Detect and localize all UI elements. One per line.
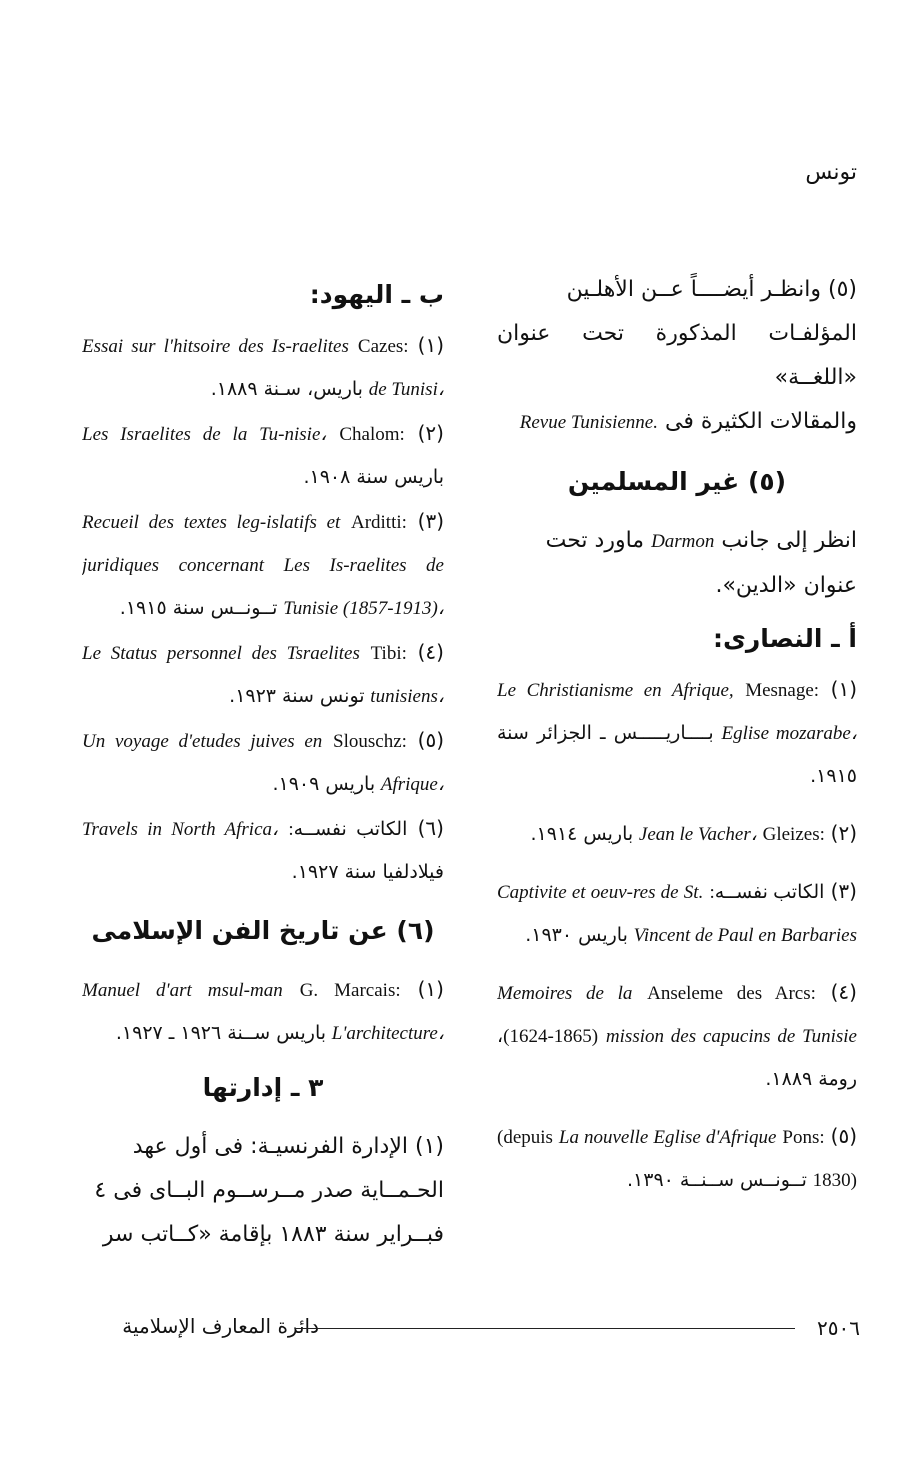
admin-line-1: (١) الإدارة الفرنسيـة: فى أول عهد [132, 1134, 444, 1159]
entry-title: Un voyage d'etudes juives en Afrique، [82, 731, 444, 795]
bibliography-entry [82, 807, 444, 894]
entry-number: (٥) [417, 728, 444, 752]
see-line-1 [497, 519, 857, 564]
entry-author: Arditti: [350, 512, 407, 533]
bibliography-entry [82, 719, 444, 806]
entry-number: (٤) [830, 980, 857, 1004]
entry-publication: تــونــس ســنــة ١٣٩٠. [626, 1169, 807, 1191]
entry-publication: باريس، سـنة ١٨٨٩. [210, 378, 363, 400]
entry-publication: باريس ١٩١٤. [530, 823, 634, 845]
entry-author: Cazes: [357, 336, 409, 357]
entry-number: (١) [417, 977, 444, 1001]
entry-number: (٢) [830, 821, 857, 845]
admin-line-3: فبــراير سنة ١٨٨٣ بإقامة «كــاتب سر [102, 1222, 444, 1247]
entry-number: (٣) [417, 509, 444, 533]
entry-number: (٣) [830, 879, 857, 903]
entry-number: (٢) [417, 421, 444, 445]
entry-publication: تونس سنة ١٩٢٣. [229, 685, 365, 707]
bibliography-entry [497, 971, 857, 1101]
entry-title: La nouvelle Eglise d'Afrique [558, 1127, 777, 1148]
entry-author: الكاتب نفســه: [288, 819, 408, 840]
entry-title: Travels in North Africa، [82, 819, 279, 840]
section-heading-art: (٦) عن تاريخ الفن الإسلامى [91, 916, 435, 945]
entry-publication: تــونــس سنة ١٩١٥. [119, 597, 278, 619]
intro-last-lat: Revue Tunisienne. [519, 412, 658, 433]
page-number: ٢٥٠٦ [817, 1316, 860, 1340]
entry-extra: (depuis 1830) [497, 1127, 857, 1191]
see-lat: Darmon [651, 531, 715, 552]
entry-title: Le Status personnel des Tsraelites tunisiens، [82, 643, 444, 707]
entry-title: Captivite et oeuv-res de St. Vincent de Paul en Barbaries [497, 882, 857, 946]
footer-title: دائرة المعارف الإسلامية [122, 1314, 319, 1338]
bibliography-entry [82, 500, 444, 630]
entry-title: Recueil des textes leg-islatifs et juridiques concernant Les Is-raelites de Tunisie (1857-1913)، [82, 512, 444, 619]
footer-rule [295, 1328, 795, 1329]
entry-publication: باريس ١٩٣٠. [525, 924, 628, 946]
bibliography-entry [82, 412, 444, 499]
bibliography-entry [82, 631, 444, 718]
entry-author: الكاتب نفســه: [709, 882, 825, 903]
section-heading-administration: ٣ ـ إدارتها [202, 1073, 324, 1102]
entry-title: Jean le Vacher، [638, 824, 757, 845]
entry-number: (١) [830, 677, 857, 701]
entry-extra: (1624-1865)، [497, 1026, 599, 1047]
jewish-bibliography [82, 324, 444, 894]
entry-author: Tibi: [370, 643, 407, 664]
entry-publication: باريس ١٩٠٩. [272, 773, 376, 795]
entry-publication: باريس ســنة ١٩٢٦ ـ ١٩٢٧. [115, 1022, 327, 1044]
entry-author: Slouschz: [333, 731, 407, 752]
art-bibliography [82, 968, 444, 1055]
see-line-2: عنوان «الدين». [715, 573, 857, 598]
intro-line-3 [497, 400, 857, 445]
bibliography-entry [82, 324, 444, 411]
entry-title: Memoires de la mission des capucins de Tunisie [497, 983, 857, 1047]
bibliography-entry [82, 968, 444, 1055]
entry-title: Les Israelites de la Tu-nisie، [82, 424, 327, 445]
bibliography-entry [497, 812, 857, 856]
bibliography-entry [497, 870, 857, 957]
entry-publication: رومة ١٨٨٩. [765, 1068, 857, 1090]
right-column [497, 268, 857, 1296]
entry-title: Essai sur l'hitsoire des Is-raelites de Tunisi، [82, 336, 444, 400]
left-column [82, 268, 444, 1296]
entry-author: Pons: [782, 1127, 825, 1148]
entry-publication: باريس سنة ١٩٠٨. [303, 466, 444, 488]
entry-number: (٥) [830, 1124, 857, 1148]
entry-author: G. Marcais: [299, 980, 401, 1001]
entry-title: Le Christianisme en Afrique, Eglise mozarabe، [497, 680, 857, 744]
entry-title: Manuel d'art msul-man L'architecture، [82, 980, 444, 1044]
running-head: تونس [805, 160, 857, 185]
entry-author: Gleizes: [762, 824, 825, 845]
entry-author: Chalom: [339, 424, 405, 445]
entry-number: (٦) [417, 816, 444, 840]
entry-number: (٤) [417, 640, 444, 664]
subheading-christians: أ ـ النصارى: [712, 624, 857, 653]
bibliography-entry [497, 1115, 857, 1202]
entry-publication: بــــاريـــــس ـ الجزائر سنة ١٩١٥. [497, 722, 857, 787]
entry-publication: فيلادلفيا سنة ١٩٢٧. [291, 861, 444, 883]
see-ar-2: ماورد تحت [545, 528, 645, 553]
intro-line-2: المؤلفـات المذكورة تحت عنوان «اللغــة» [497, 321, 857, 390]
see-ar-1: انظر إلى جانب [721, 528, 857, 553]
entry-number: (١) [417, 333, 444, 357]
bibliography-entry [497, 668, 857, 798]
christian-bibliography [497, 668, 857, 1202]
intro-last-ar: والمقالات الكثيرة فى [665, 409, 857, 434]
entry-author: Mesnage: [745, 680, 820, 701]
entry-author: Anseleme des Arcs: [647, 983, 816, 1004]
section-heading-non-muslims: (٥) غير المسلمين [567, 467, 787, 496]
subheading-jews: ب ـ اليهود: [309, 280, 444, 309]
admin-line-2: الحـمــاية صدر مــرســوم البــاى فى ٤ [94, 1178, 444, 1203]
intro-line-1: (٥) وانظـر أيضــــاً عــن الأهلـين [566, 277, 857, 302]
